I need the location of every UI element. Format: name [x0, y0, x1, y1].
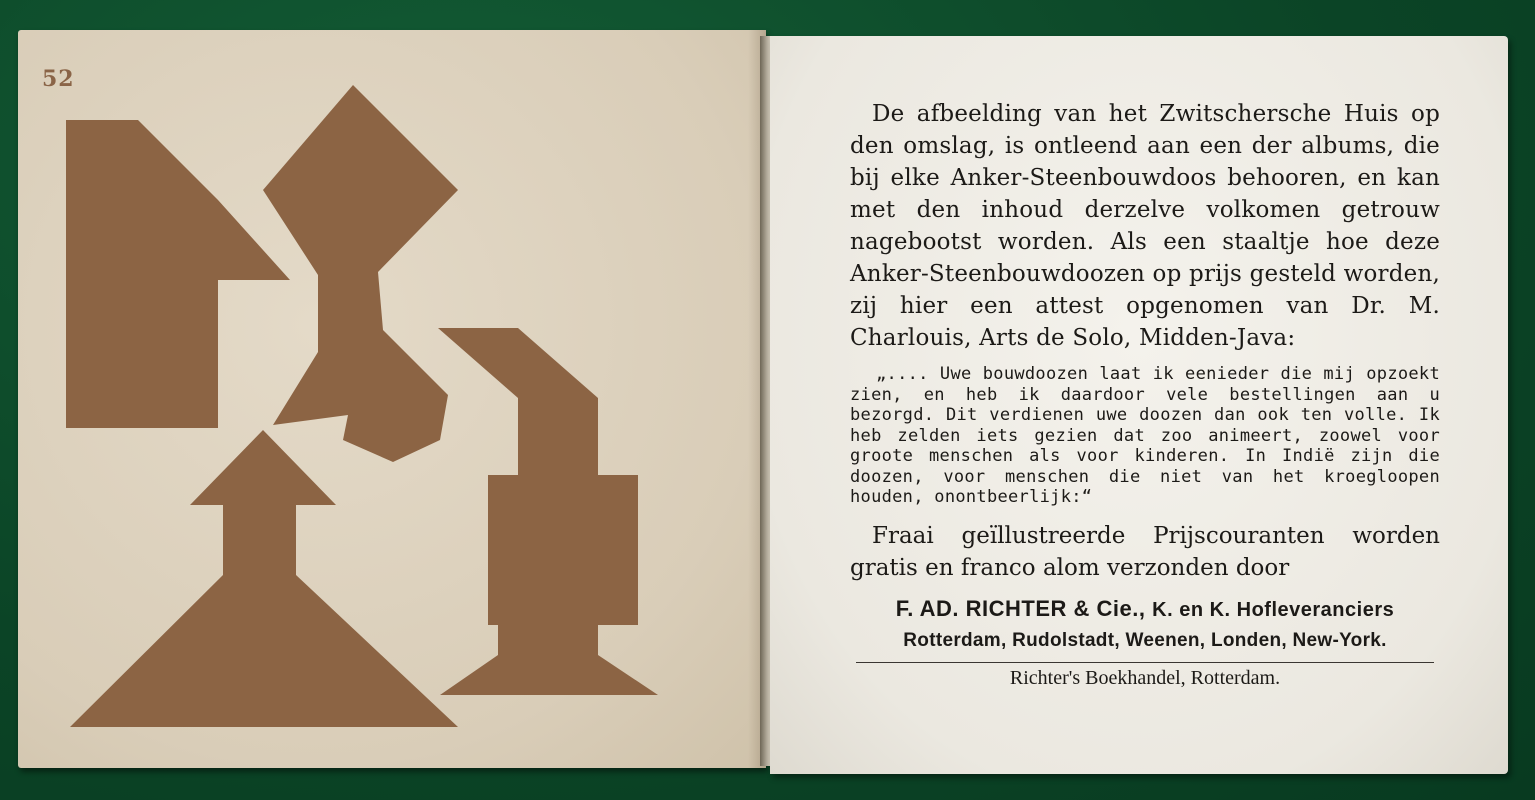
company-cities: Rotterdam, Rudolstadt, Weenen, Londen, New-York.: [903, 629, 1387, 651]
tangram-shape-center-figure: [263, 85, 458, 462]
testimonial-quote: „.... Uwe bouwdoozen laat ik eenieder die mij opzoekt zien, en heb ik daardoor vele bestellingen aan u bezorgd. Dit verdienen uwe doozen dan ook ten volle. Ik heb zelden iets gezien dat zoo animeert, zoowel voor groote menschen als voor kinderen. In Indië zijn die doozen, voor menschen die niet van het kroegloopen houden, onontbeerlijk:“: [850, 364, 1440, 507]
page-number: 52: [42, 66, 75, 92]
intro-paragraph: De afbeelding van het Zwitschersche Huis op den omslag, is ontleend aan een der albums, die bij elke Anker-Steenbouwdoos behooren, en kan met den inhoud derzelve volkomen getrouw nagebootst worden. Als een staaltje hoe deze Anker-Steenbouwdoozen op prijs gesteld worden, zij hier een attest opgenomen van Dr. M. Charlouis, Arts de Solo, Midden-Java:: [850, 101, 1440, 351]
divider-rule: [856, 662, 1434, 663]
text-block: [850, 98, 1440, 690]
tangram-shape-lower-left-figure: [70, 430, 458, 727]
price-list-paragraph: Fraai geïllustreerde Prijscouranten worden gratis en franco alom verzonden door: [850, 522, 1440, 581]
company-line: [850, 596, 1440, 622]
tangram-puzzle-figure: [18, 30, 766, 768]
company-name: F. AD. RICHTER & Cie.,: [895, 595, 1146, 621]
left-page: [18, 30, 766, 768]
printer-credit: Richter's Boekhandel, Rotterdam.: [1009, 666, 1281, 689]
tangram-shape-right-figure: [438, 328, 658, 695]
tangram-shape-left-block: [66, 120, 290, 428]
right-page: [770, 36, 1508, 774]
company-title: K. en K. Hofleveranciers: [1152, 598, 1395, 621]
